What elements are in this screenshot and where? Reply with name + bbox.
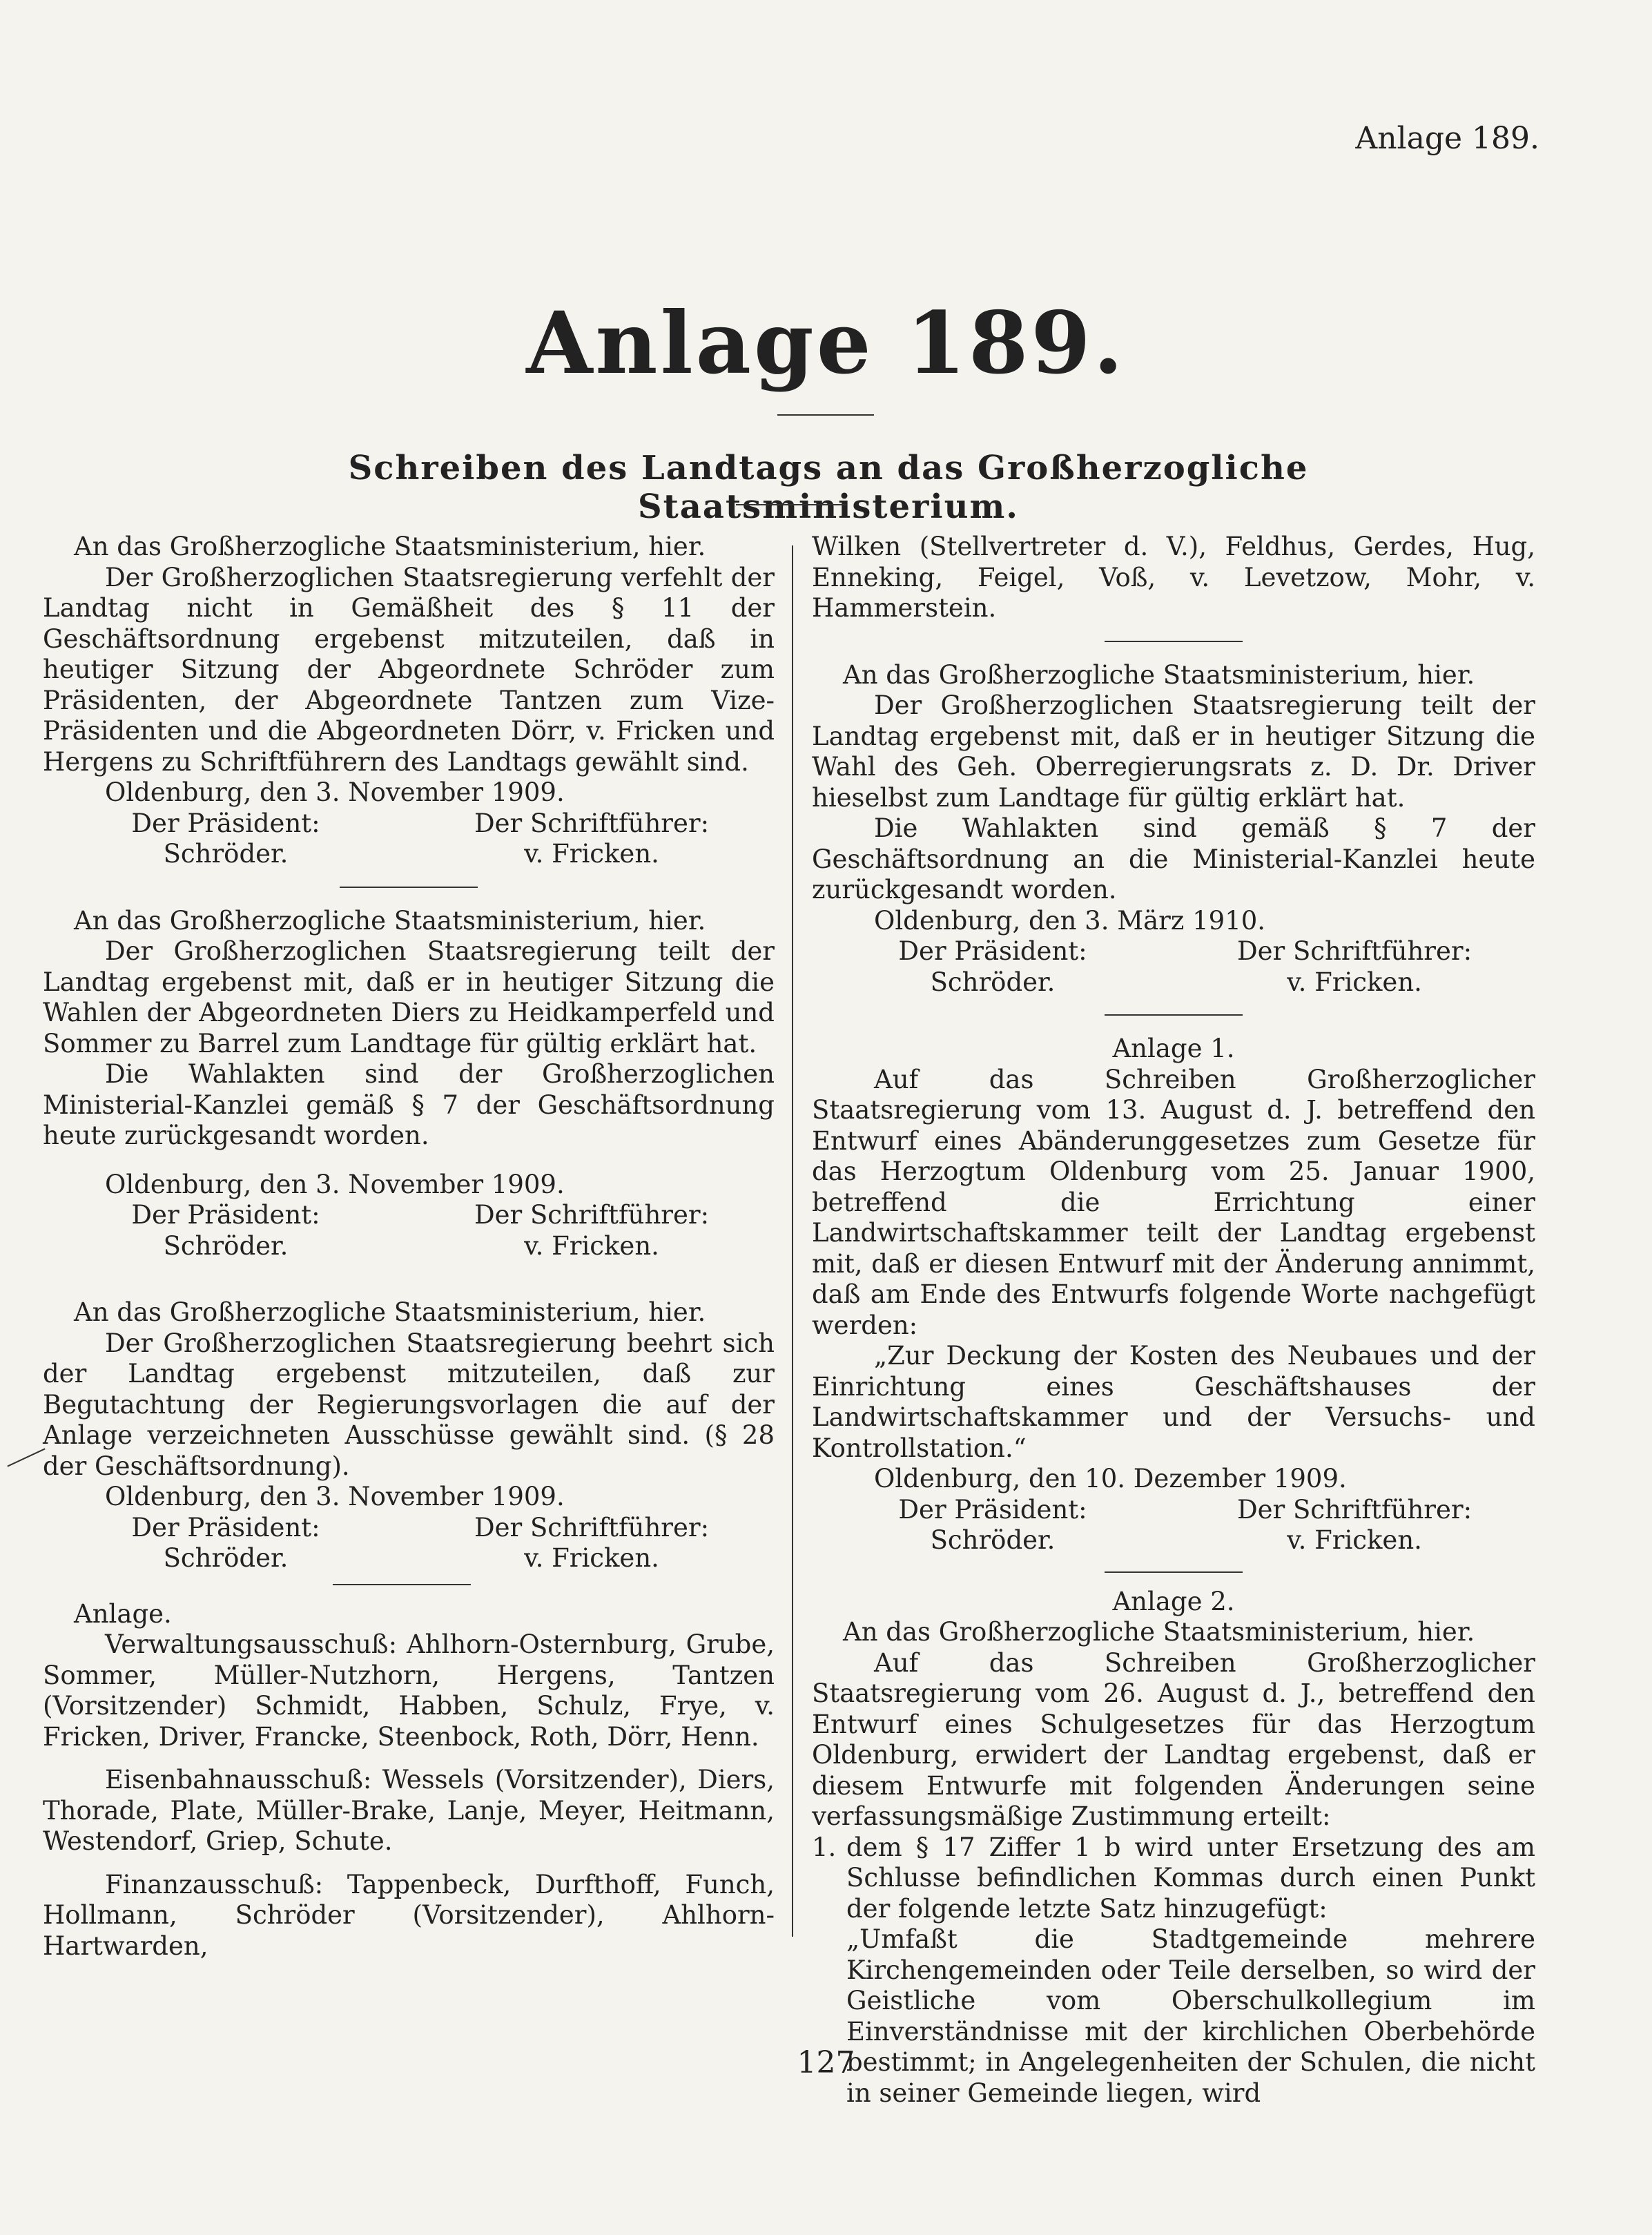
secretary-role: Der Schriftführer: bbox=[1236, 1494, 1473, 1525]
list-number: 1. bbox=[812, 1832, 837, 1862]
letter-date: Oldenburg, den 3. März 1910. bbox=[874, 905, 1266, 936]
letter-body: Der Großherzoglichen Staatsregierung teilt der Landtag ergebenst mit, daß er in heutiger Sitzung die Wahl des Geh. Oberregierungsrats z. D. Dr. Driver hieselbst zum Landtage für gültig erklärt hat. bbox=[812, 690, 1535, 813]
page-number: 127 bbox=[797, 2045, 855, 2080]
anlage-heading: Anlage 2. bbox=[1112, 1586, 1235, 1616]
letter-body: Der Großherzoglichen Staatsregierung beehrt sich der Landtag ergebenst mitzuteilen, daß zur Begutachtung der Regierungsvorlagen die auf der Anlage verzeichneten Ausschüsse gewählt sind. (§ 28 der Geschäftsordnung). bbox=[43, 1328, 775, 1481]
letter-date: Oldenburg, den 10. Dezember 1909. bbox=[874, 1464, 1347, 1493]
letter-address: An das Großherzogliche Staatsministerium, hier. bbox=[843, 1617, 1475, 1647]
page-subtitle: Schreiben des Landtags an das Großherzogliche Staatsministerium. bbox=[348, 449, 1309, 526]
list-quote: „Umfaßt die Stadtgemeinde mehrere Kirchengemeinden oder Teile derselben, so wird der Geistliche vom Oberschulkollegium im Einverständnisse mit der kirchlichen Oberbehörde bestimmt; in Angelegenheiten der Schulen, die nicht in seiner Gemeinde liegen, wird bbox=[846, 1924, 1535, 2108]
anlage-2 bbox=[812, 1587, 1535, 2109]
list-text: dem § 17 Ziffer 1 b wird unter Ersetzung des am Schlusse befindlichen Kommas durch einen Punkt der folgende letzte Satz hinzugefügt: bbox=[846, 1832, 1535, 1924]
letter-presidium bbox=[43, 532, 775, 870]
committee-entry: Finanzausschuß: Tappenbeck, Durfthoff, Funch, Hollmann, Schröder (Vorsitzender), Ahlhorn-Hartwarden, bbox=[43, 1869, 775, 1961]
section-separator bbox=[333, 1584, 471, 1585]
letter-date: Oldenburg, den 3. November 1909. bbox=[105, 1482, 565, 1511]
letter-address: An das Großherzogliche Staatsministerium, hier. bbox=[843, 659, 1475, 690]
secretary-name: v. Fricken. bbox=[524, 839, 659, 869]
signature-names bbox=[812, 967, 1535, 998]
section-separator bbox=[1105, 641, 1243, 642]
signature-names bbox=[43, 1543, 775, 1574]
letter-body: Der Großherzoglichen Staatsregierung verfehlt der Landtag nicht in Gemäßheit des § 11 der Geschäftsordnung ergebenst mitzuteilen, daß in heutiger Sitzung der Abgeordnete Schröder zum Präsidenten, der Abgeordnete Tantzen zum Vize-Präsidenten und die Abgeordneten Dörr, v. Fricken und Hergens zu Schriftführern des Landtags gewählt sind. bbox=[43, 562, 775, 777]
president-role: Der Präsident: bbox=[131, 1512, 320, 1542]
president-name: Schröder. bbox=[930, 1525, 1056, 1555]
anlage-body: Auf das Schreiben Großherzoglicher Staatsregierung vom 26. August d. J., betreffend den Entwurf eines Schulgesetzes für das Herzogtum Oldenburg, erwidert der Landtag ergebenst, daß er diesem Entwurfe mit folgenden Änderungen seine verfassungsmäßige Zustimmung erteilt: bbox=[812, 1647, 1535, 1831]
committee-entry: Verwaltungsausschuß: Ahlhorn-Osternburg, Grube, Sommer, Müller-Nutzhorn, Hergens, Tantzen (Vorsitzender) Schmidt, Habben, Schulz, Frye, v. Fricken, Driver, Francke, Steenbock, Roth, Dörr, Henn. bbox=[43, 1629, 775, 1752]
secretary-name: v. Fricken. bbox=[524, 1543, 659, 1573]
letter-address: An das Großherzogliche Staatsministerium, hier. bbox=[74, 532, 706, 561]
right-column bbox=[812, 532, 1535, 2109]
committee-continuation: Wilken (Stellvertreter d. V.), Feldhus, Gerdes, Hug, Enneking, Feigel, Voß, v. Levetzow, Mohr, v. Hammerstein. bbox=[812, 532, 1535, 623]
anlage-body: Auf das Schreiben Großherzoglicher Staatsregierung vom 13. August d. J. betreffend den Entwurf eines Abänderunggesetzes zum Gesetze für das Herzogtum Oldenburg vom 25. Januar 1900, betreffend die Errichtung einer Landwirtschaftskammer teilt der Landtag ergebenst mit, daß er diesen Entwurf mit der Änderung annimmt, daß am Ende des Entwurfs folgende Worte nachgefügt werden: bbox=[812, 1064, 1535, 1340]
secretary-role: Der Schriftführer: bbox=[474, 808, 710, 838]
letter-body: Die Wahlakten sind der Großherzoglichen Ministerial-Kanzlei gemäß § 7 der Geschäftsordnung heute zurückgesandt worden. bbox=[43, 1059, 775, 1150]
anlage-heading: Anlage 1. bbox=[1112, 1034, 1235, 1063]
signature-roles bbox=[812, 1495, 1535, 1526]
page-title: Anlage 189. bbox=[526, 293, 1126, 394]
anlage-label: Anlage. bbox=[74, 1598, 172, 1629]
president-name: Schröder. bbox=[930, 967, 1056, 997]
secretary-role: Der Schriftführer: bbox=[474, 1200, 710, 1230]
anlage-quote: „Zur Deckung der Kosten des Neubaues und der Einrichtung eines Geschäftshauses der Landwirtschaftskammer und der Versuchs- und Kontrollstation.“ bbox=[812, 1341, 1535, 1463]
letter-address: An das Großherzogliche Staatsministerium, hier. bbox=[74, 905, 706, 936]
letter-date: Oldenburg, den 3. November 1909. bbox=[105, 1169, 565, 1199]
running-head: Anlage 189. bbox=[1355, 121, 1539, 156]
president-name: Schröder. bbox=[163, 839, 289, 869]
letter-body: Die Wahlakten sind gemäß § 7 der Geschäftsordnung an die Ministerial-Kanzlei heute zurückgesandt worden. bbox=[812, 813, 1535, 904]
president-role: Der Präsident: bbox=[898, 936, 1087, 966]
secretary-name: v. Fricken. bbox=[524, 1230, 659, 1261]
president-role: Der Präsident: bbox=[131, 808, 320, 838]
letter-elections bbox=[43, 906, 775, 1262]
committee-entry: Eisenbahnausschuß: Wessels (Vorsitzender), Diers, Thorade, Plate, Müller-Brake, Lanje, Meyer, Heitmann, Westendorf, Griep, Schute. bbox=[43, 1765, 775, 1856]
letter-driver-election bbox=[812, 660, 1535, 998]
signature-roles bbox=[812, 936, 1535, 967]
signature-roles bbox=[43, 1513, 775, 1544]
secretary-role: Der Schriftführer: bbox=[1236, 936, 1473, 966]
column-divider bbox=[792, 545, 793, 1937]
signature-names bbox=[43, 839, 775, 870]
secretary-role: Der Schriftführer: bbox=[474, 1512, 710, 1542]
letter-committees bbox=[43, 1297, 775, 1574]
president-role: Der Präsident: bbox=[131, 1200, 320, 1230]
president-name: Schröder. bbox=[163, 1230, 289, 1261]
secretary-name: v. Fricken. bbox=[1287, 1525, 1422, 1555]
left-column bbox=[43, 532, 775, 1962]
section-separator bbox=[340, 887, 478, 888]
signature-roles bbox=[43, 809, 775, 840]
signature-names bbox=[812, 1525, 1535, 1556]
subtitle-rule bbox=[736, 504, 846, 505]
list-item bbox=[812, 1832, 1535, 1925]
letter-body: Der Großherzoglichen Staatsregierung teilt der Landtag ergebenst mit, daß er in heutiger Sitzung die Wahlen der Abgeordneten Diers zu Heidkamperfeld und Sommer zu Barrel zum Landtage für gültig erklärt hat. bbox=[43, 936, 775, 1058]
committee-list bbox=[43, 1599, 775, 1962]
anlage-1 bbox=[812, 1034, 1535, 1556]
title-rule bbox=[777, 414, 874, 416]
secretary-name: v. Fricken. bbox=[1287, 967, 1422, 997]
president-name: Schröder. bbox=[163, 1543, 289, 1573]
margin-pencil-mark bbox=[7, 1448, 45, 1467]
section-separator bbox=[1105, 1014, 1243, 1016]
section-separator bbox=[1105, 1571, 1243, 1573]
letter-date: Oldenburg, den 3. November 1909. bbox=[105, 777, 565, 807]
signature-names bbox=[43, 1231, 775, 1262]
president-role: Der Präsident: bbox=[898, 1494, 1087, 1525]
signature-roles bbox=[43, 1200, 775, 1231]
letter-address: An das Großherzogliche Staatsministerium, hier. bbox=[74, 1297, 706, 1327]
